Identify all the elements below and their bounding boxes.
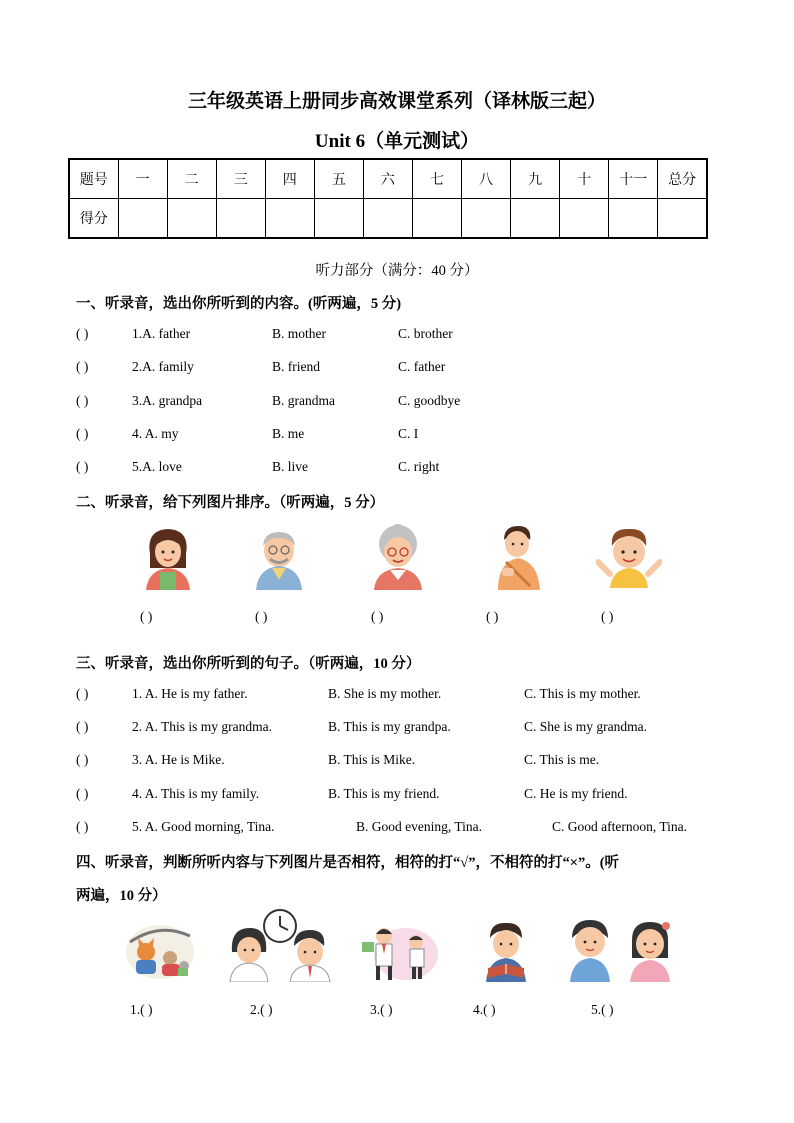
score-cell: 九 (511, 159, 560, 199)
option-c: C. I (398, 426, 419, 441)
option-a: 5.A. love (132, 459, 182, 474)
score-input-cell[interactable] (609, 199, 658, 239)
score-cell: 八 (462, 159, 511, 199)
section2-heading: 二、听录音，给下列图片排序。（听两遍，5 分） (76, 495, 385, 511)
option-c: C. He is my friend. (524, 786, 628, 801)
score-input-cell[interactable] (167, 199, 216, 239)
option-b: B. live (272, 459, 308, 474)
judge-blank[interactable]: 3.( ) (370, 1002, 393, 1017)
answer-blank[interactable]: ( ) (76, 752, 89, 767)
score-input-cell[interactable] (658, 199, 707, 239)
score-cell: 四 (265, 159, 314, 199)
page-subtitle: Unit 6（单元测试） (314, 131, 480, 152)
girl-icon (138, 524, 198, 590)
option-b: B. Good evening, Tina. (356, 819, 483, 834)
clock-kids-icon (224, 908, 336, 982)
page-title: 三年级英语上册同步高效课堂系列（译林版三起） (187, 91, 606, 112)
order-blank[interactable]: ( ) (371, 609, 384, 624)
option-b: B. This is my friend. (328, 786, 440, 801)
order-blank[interactable]: ( ) (255, 609, 268, 624)
score-input-cell[interactable] (560, 199, 609, 239)
option-b: B. This is my grandpa. (328, 719, 451, 734)
score-row-label: 得分 (69, 199, 118, 239)
answer-blank[interactable]: ( ) (76, 686, 89, 701)
grandma-icon (368, 522, 428, 590)
answer-blank[interactable]: ( ) (76, 459, 89, 474)
listening-header: 听力部分（满分：40 分） (315, 263, 479, 279)
score-cell: 题号 (69, 159, 118, 199)
score-input-cell[interactable] (265, 199, 314, 239)
score-input-cell[interactable] (314, 199, 363, 239)
option-b: B. She is my mother. (328, 686, 442, 701)
score-cell: 七 (412, 159, 461, 199)
judge-blank[interactable]: 5.( ) (591, 1002, 614, 1017)
boy-icon (596, 526, 662, 588)
score-cell: 六 (363, 159, 412, 199)
option-a: 4. A. my (132, 426, 179, 441)
score-input-cell[interactable] (216, 199, 265, 239)
score-input-cell[interactable] (511, 199, 560, 239)
reading-boy-icon (478, 920, 534, 982)
order-blank[interactable]: ( ) (486, 609, 499, 624)
answer-blank[interactable]: ( ) (76, 359, 89, 374)
score-cell: 五 (314, 159, 363, 199)
score-cell: 三 (216, 159, 265, 199)
section4-heading-cont: 两遍，10 分） (76, 888, 167, 904)
answer-blank[interactable]: ( ) (76, 326, 89, 341)
answer-blank[interactable]: ( ) (76, 719, 89, 734)
option-a: 1. A. He is my father. (132, 686, 248, 701)
option-a: 1.A. father (132, 326, 191, 341)
section1-heading: 一、听录音，选出你所听到的内容。(听两遍，5 分) (76, 296, 402, 312)
option-c: C. father (398, 359, 446, 374)
animals-icon (124, 922, 196, 980)
option-b: B. grandma (272, 393, 335, 408)
grandpa-icon (252, 524, 306, 590)
option-a: 2. A. This is my grandma. (132, 719, 272, 734)
score-table-header-row (69, 159, 707, 199)
option-c: C. She is my grandma. (524, 719, 647, 734)
score-cell: 十一 (609, 159, 658, 199)
option-c: C. Good afternoon, Tina. (552, 819, 687, 834)
score-input-cell[interactable] (118, 199, 167, 239)
option-a: 3. A. He is Mike. (132, 752, 225, 767)
boy-girl-icon (566, 918, 676, 982)
option-c: C. right (398, 459, 440, 474)
answer-blank[interactable]: ( ) (76, 393, 89, 408)
score-input-cell[interactable] (412, 199, 461, 239)
score-input-cell[interactable] (363, 199, 412, 239)
option-a: 4. A. This is my family. (132, 786, 260, 801)
score-cell: 十 (560, 159, 609, 199)
option-b: B. me (272, 426, 305, 441)
score-table-score-row (69, 199, 707, 239)
judge-blank[interactable]: 1.( ) (130, 1002, 153, 1017)
score-cell: 二 (167, 159, 216, 199)
score-cell: 一 (118, 159, 167, 199)
section4-heading: 四、听录音，判断所听内容与下列图片是否相符，相符的打“√”，不相符的打“×”。(听 (76, 855, 620, 871)
option-c: C. goodbye (398, 393, 461, 408)
score-table (68, 158, 708, 239)
section3-heading: 三、听录音，选出你所听到的句子。（听两遍，10 分） (76, 656, 421, 672)
judge-blank[interactable]: 2.( ) (250, 1002, 273, 1017)
answer-blank[interactable]: ( ) (76, 786, 89, 801)
order-blank[interactable]: ( ) (601, 609, 614, 624)
score-input-cell[interactable] (462, 199, 511, 239)
option-c: C. brother (398, 326, 453, 341)
option-b: B. This is Mike. (328, 752, 416, 767)
option-b: B. friend (272, 359, 320, 374)
greeting-icon (360, 924, 440, 982)
judge-blank[interactable]: 4.( ) (473, 1002, 496, 1017)
option-a: 5. A. Good morning, Tina. (132, 819, 275, 834)
option-a: 3.A. grandpa (132, 393, 203, 408)
man-icon (490, 522, 546, 590)
answer-blank[interactable]: ( ) (76, 819, 89, 834)
option-b: B. mother (272, 326, 326, 341)
score-cell: 总分 (658, 159, 707, 199)
option-c: C. This is my mother. (524, 686, 641, 701)
order-blank[interactable]: ( ) (140, 609, 153, 624)
option-c: C. This is me. (524, 752, 600, 767)
option-a: 2.A. family (132, 359, 194, 374)
answer-blank[interactable]: ( ) (76, 426, 89, 441)
